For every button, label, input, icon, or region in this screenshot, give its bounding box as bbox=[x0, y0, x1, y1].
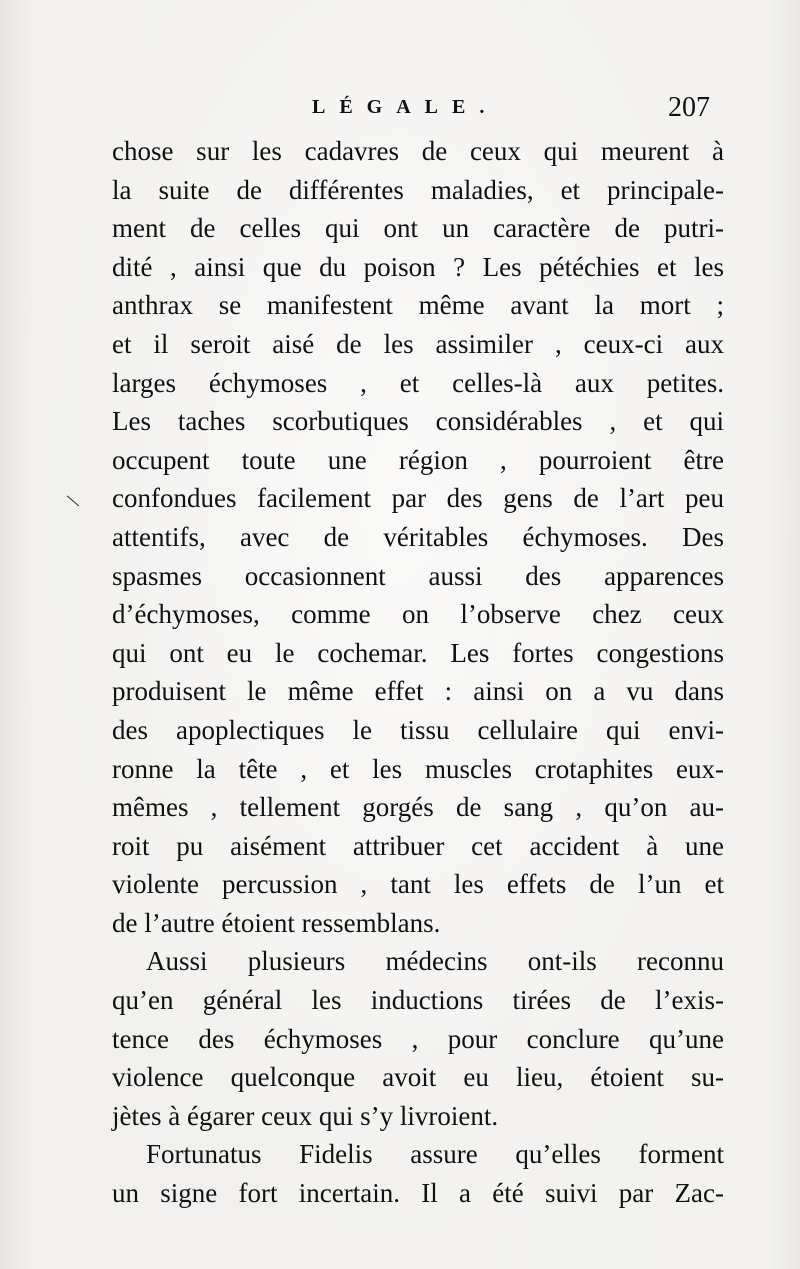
text-line: et il seroit aisé de les assimiler , ceux-ci aux bbox=[112, 328, 724, 359]
text-line: Les taches scorbutiques considérables , et qui bbox=[112, 406, 724, 437]
text-line: tence des échymoses , pour conclure qu’une bbox=[112, 1023, 724, 1054]
text-line: mêmes , tellement gorgés de sang , qu’on au- bbox=[112, 792, 724, 823]
text-line: Fortunatus Fidelis assure qu’elles forment bbox=[146, 1139, 724, 1170]
paragraph-1 bbox=[112, 132, 724, 942]
text-line: produisent le même effet : ainsi on a vu dans bbox=[112, 676, 724, 707]
text-line: spasmes occasionnent aussi des apparences bbox=[112, 560, 724, 591]
text-line: anthrax se manifestent même avant la mort ; bbox=[112, 290, 724, 321]
text-line: des apoplectiques le tissu cellulaire qui envi- bbox=[112, 714, 724, 745]
page-number: 207 bbox=[668, 92, 710, 123]
text-line: de l’autre étoient ressemblans. bbox=[112, 907, 441, 938]
running-head: LÉGALE. bbox=[312, 96, 499, 118]
text-line: la suite de différentes maladies, et principale- bbox=[112, 174, 724, 205]
text-line: attentifs, avec de véritables échymoses. Des bbox=[112, 521, 724, 552]
text-line: violence quelconque avoit eu lieu, étoient su- bbox=[112, 1062, 724, 1093]
text-line: occupent toute une région , pourroient être bbox=[112, 444, 724, 475]
text-line: jètes à égarer ceux qui s’y livroient. bbox=[112, 1100, 499, 1131]
text-line: qu’en général les inductions tirées de l’exis- bbox=[112, 985, 724, 1016]
text-line: dité , ainsi que du poison ? Les pétéchies et les bbox=[112, 251, 724, 282]
text-line: un signe fort incertain. Il a été suivi par Zac- bbox=[112, 1178, 724, 1209]
text-line: confondues facilement par des gens de l’art peu bbox=[112, 483, 724, 514]
text-line: qui ont eu le cochemar. Les fortes congestions bbox=[112, 637, 724, 668]
margin-mark: \ bbox=[63, 488, 82, 513]
text-line: Aussi plusieurs médecins ont-ils reconnu bbox=[146, 946, 724, 977]
text-line: ment de celles qui ont un caractère de putri- bbox=[112, 213, 724, 244]
text-line: roit pu aisément attribuer cet accident à une bbox=[112, 830, 724, 861]
body-text bbox=[112, 132, 724, 1213]
text-line: chose sur les cadavres de ceux qui meurent à bbox=[112, 136, 724, 166]
text-line: ronne la tête , et les muscles crotaphites eux- bbox=[112, 753, 724, 784]
page-header bbox=[0, 92, 800, 132]
text-line: d’échymoses, comme on l’observe chez ceux bbox=[112, 599, 724, 630]
paragraph-3 bbox=[112, 1135, 724, 1212]
text-line: larges échymoses , et celles-là aux petites. bbox=[112, 367, 724, 398]
text-line: violente percussion , tant les effets de l’un et bbox=[112, 869, 724, 900]
paragraph-2 bbox=[112, 942, 724, 1135]
